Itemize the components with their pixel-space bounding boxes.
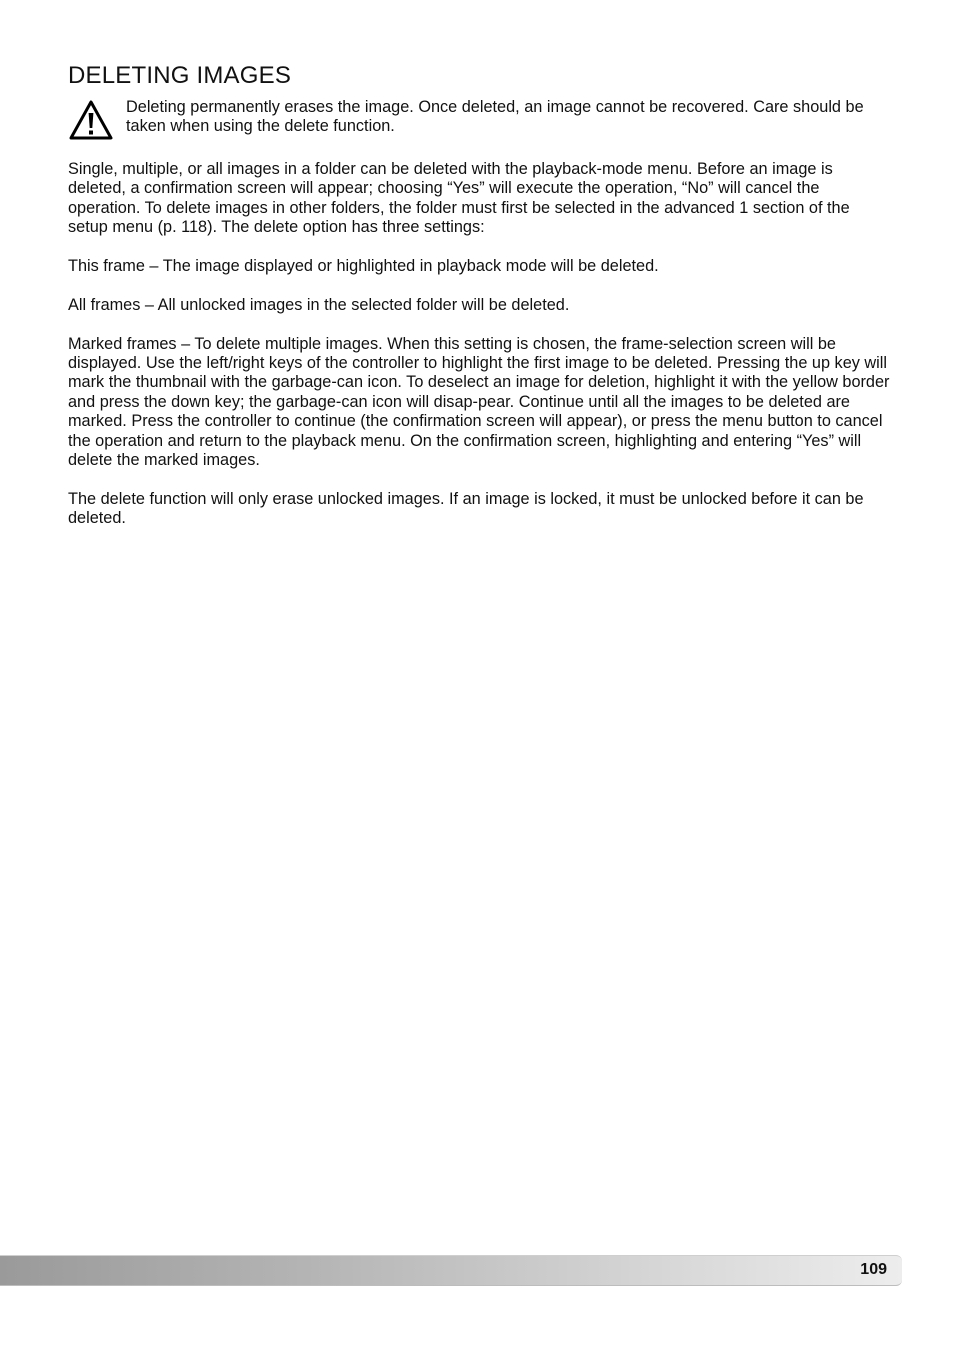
this-frame-paragraph: This frame – The image displayed or highlighted in playback mode will be deleted. (68, 257, 659, 276)
warning-text: Deleting permanently erases the image. Once deleted, an image cannot be recovered. Care should be taken when using the delete function. (126, 98, 864, 136)
locked-note-paragraph: The delete function will only erase unlocked images. If an image is locked, it must be unlocked before it can be deleted. (68, 489, 864, 528)
marked-frames-paragraph: Marked frames – To delete multiple images. When this setting is chosen, the frame-selection screen will be displayed. Use the left/right keys of the controller to highlight the first image to be deleted. Pressing the up key will mark the thumbnail with the garbage-can icon. To deselect an image for deletion, highlight it with the yellow border and press the down key; the garbage-can icon will disap-pear. Continue until all the images to be deleted are marked. Press the controller to continue (the confirmation screen will appear), or press the menu button to cancel the operation and return to the playback menu. On the confirmation screen, highlighting and entering “Yes” will delete the marked images. (68, 334, 890, 470)
all-frames-paragraph: All frames – All unlocked images in the selected folder will be deleted. (68, 295, 570, 314)
page-title: DELETING IMAGES (68, 62, 292, 89)
warning-icon (68, 99, 114, 141)
body-text (68, 160, 890, 548)
footer-bar (0, 1255, 902, 1286)
page-number: 109 (860, 1261, 887, 1278)
intro-paragraph: Single, multiple, or all images in a folder can be deleted with the playback-mode menu. Before an image is deleted, a confirmation screen will appear; choosing “Yes” will execute the operation, “No” will cancel the operation. To delete images in other folders, the folder must first be selected in the advanced 1 section of the setup menu (p. 118). The delete option has three settings: (68, 160, 850, 237)
